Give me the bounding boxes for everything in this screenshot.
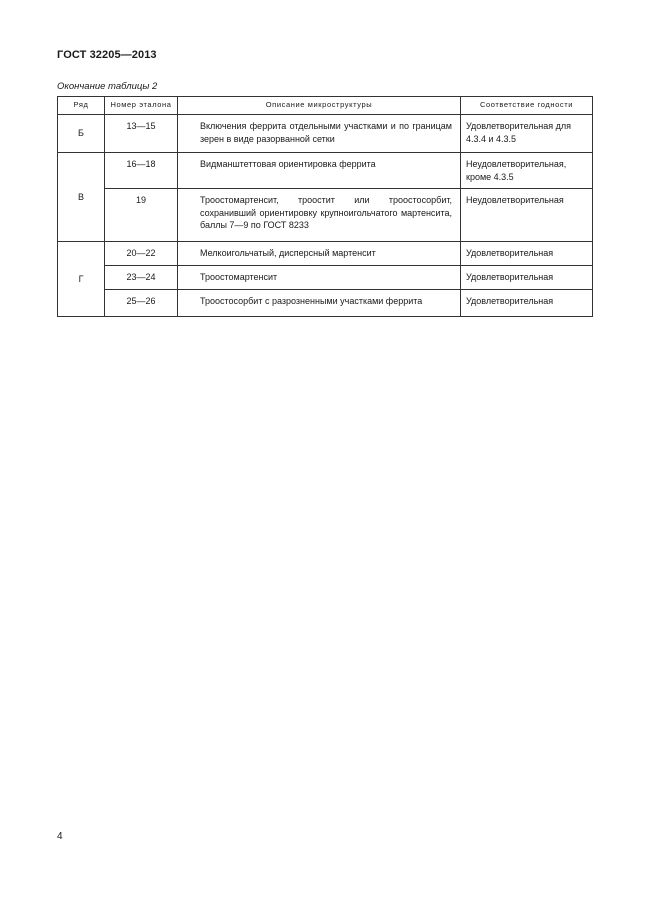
standard-number: 20—22 — [105, 242, 178, 266]
microstructure-table — [57, 96, 593, 317]
table-header-row — [58, 97, 593, 115]
header-compliance: Соответствие годности — [461, 97, 593, 115]
microstructure-description: Видманштеттовая ориентировка феррита — [178, 153, 461, 189]
page-number: 4 — [57, 831, 63, 842]
compliance-value: Неудовлетворительная — [461, 189, 593, 242]
table-row — [58, 189, 593, 242]
row-label-g: Г — [58, 242, 105, 317]
row-label-v: В — [58, 153, 105, 242]
standard-number: 25—26 — [105, 290, 178, 317]
header-row-label: Ряд — [58, 97, 105, 115]
microstructure-description: Троостомартенсит — [178, 266, 461, 290]
standard-number: 13—15 — [105, 115, 178, 153]
microstructure-description: Включения феррита отдельными участками и по границам зерен в виде разорванной сетки — [178, 115, 461, 153]
compliance-value: Удовлетворительная — [461, 242, 593, 266]
row-label-b: Б — [58, 115, 105, 153]
standard-number: 23—24 — [105, 266, 178, 290]
table-caption: Окончание таблицы 2 — [57, 81, 158, 92]
microstructure-description: Мелкоигольчатый, дисперсный мартенсит — [178, 242, 461, 266]
document-header: ГОСТ 32205—2013 — [57, 49, 157, 61]
table-row — [58, 266, 593, 290]
microstructure-description: Троостосорбит с разрозненными участками феррита — [178, 290, 461, 317]
table-row — [58, 290, 593, 317]
microstructure-description: Троостомартенсит, троостит или троостосорбит, сохранивший ориентировку крупноигольчатого мартенсита, баллы 7—9 по ГОСТ 8233 — [178, 189, 461, 242]
compliance-value: Неудовлетворительная, кроме 4.3.5 — [461, 153, 593, 189]
table-row — [58, 115, 593, 153]
standard-number: 19 — [105, 189, 178, 242]
compliance-value: Удовлетворительная для 4.3.4 и 4.3.5 — [461, 115, 593, 153]
table-row — [58, 242, 593, 266]
header-number: Номер эталона — [105, 97, 178, 115]
standard-number: 16—18 — [105, 153, 178, 189]
compliance-value: Удовлетворительная — [461, 290, 593, 317]
header-description: Описание микроструктуры — [178, 97, 461, 115]
compliance-value: Удовлетворительная — [461, 266, 593, 290]
table-row — [58, 153, 593, 189]
